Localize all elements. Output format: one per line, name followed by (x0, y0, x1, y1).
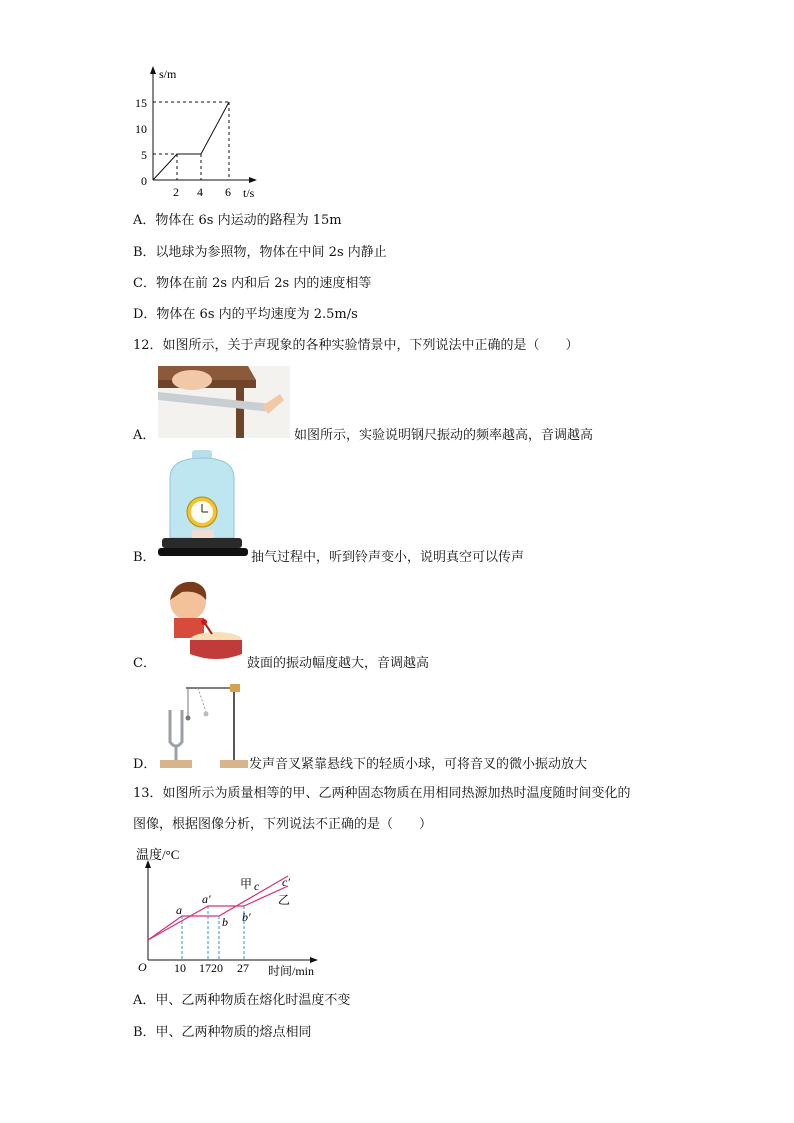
x-tick: 27 (237, 961, 249, 975)
y-tick: 10 (135, 122, 147, 136)
y-tick: 5 (141, 148, 147, 162)
q12-option-d-letter: D． (133, 757, 157, 772)
x-tick: 1720 (199, 961, 223, 975)
y-axis-label: 温度/°C (136, 847, 180, 862)
q13-stem-line1: 13．如图所示为质量相等的甲、乙两种固态物质在用相同热源加热时温度随时间变化的 (133, 786, 631, 801)
q11-option-d: D．物体在 6s 内的平均速度为 2.5m/s (133, 307, 358, 322)
q13-stem-line2: 图像，根据图像分析，下列说法不正确的是（ ） (133, 817, 433, 832)
point-label: a′ (202, 892, 211, 906)
tuning-fork-pendulum-picture (158, 680, 248, 770)
q12-option-b-text: 抽气过程中，听到铃声变小，说明真空可以传声 (251, 550, 525, 565)
boy-with-drum-picture (160, 578, 244, 662)
q12-stem: 12．如图所示，关于声现象的各种实验情景中，下列说法中正确的是（ ） (133, 338, 579, 353)
distance-time-graph (135, 62, 275, 202)
q11-option-c: C．物体在前 2s 内和后 2s 内的速度相等 (133, 276, 372, 291)
y-tick: 15 (135, 96, 147, 110)
temperature-time-graph (136, 844, 336, 980)
q12-option-a-letter: A． (133, 428, 156, 443)
q12-option-a-text: 如图所示，实验说明钢尺振动的频率越高，音调越高 (294, 428, 594, 443)
y-tick: 0 (141, 174, 147, 188)
point-label: c′ (282, 875, 290, 889)
x-tick: 6 (225, 185, 231, 199)
point-label: b (222, 915, 228, 929)
x-tick: 10 (174, 961, 186, 975)
q12-option-d-text: 发声音叉紧靠悬线下的轻质小球，可将音叉的微小振动放大 (249, 757, 588, 772)
q11-option-b: B．以地球为参照物，物体在中间 2s 内静止 (133, 245, 387, 260)
q11-option-a: A．物体在 6s 内运动的路程为 15m (133, 213, 342, 228)
q13-option-a: A．甲、乙两种物质在熔化时温度不变 (133, 993, 351, 1008)
y-axis-label: s/m (159, 67, 177, 81)
ruler-on-table-picture (158, 366, 290, 438)
origin-label: O (138, 960, 147, 974)
x-axis-label: t/s (243, 186, 255, 200)
q12-option-b-letter: B． (133, 550, 156, 565)
q13-option-b: B．甲、乙两种物质的熔点相同 (133, 1025, 312, 1040)
series-label: 甲 (240, 877, 253, 891)
x-axis-label: 时间/min (268, 964, 315, 978)
x-tick: 4 (197, 185, 203, 199)
point-label: c (254, 879, 260, 893)
series-label: 乙 (278, 893, 291, 907)
point-label: b′ (242, 910, 251, 924)
x-tick: 2 (173, 185, 179, 199)
bell-jar-alarm-clock-picture (158, 450, 250, 560)
q12-option-c-text: 鼓面的振动幅度越大，音调越高 (247, 656, 430, 671)
q12-option-c-letter: C． (133, 656, 156, 671)
point-label: a (176, 903, 182, 917)
